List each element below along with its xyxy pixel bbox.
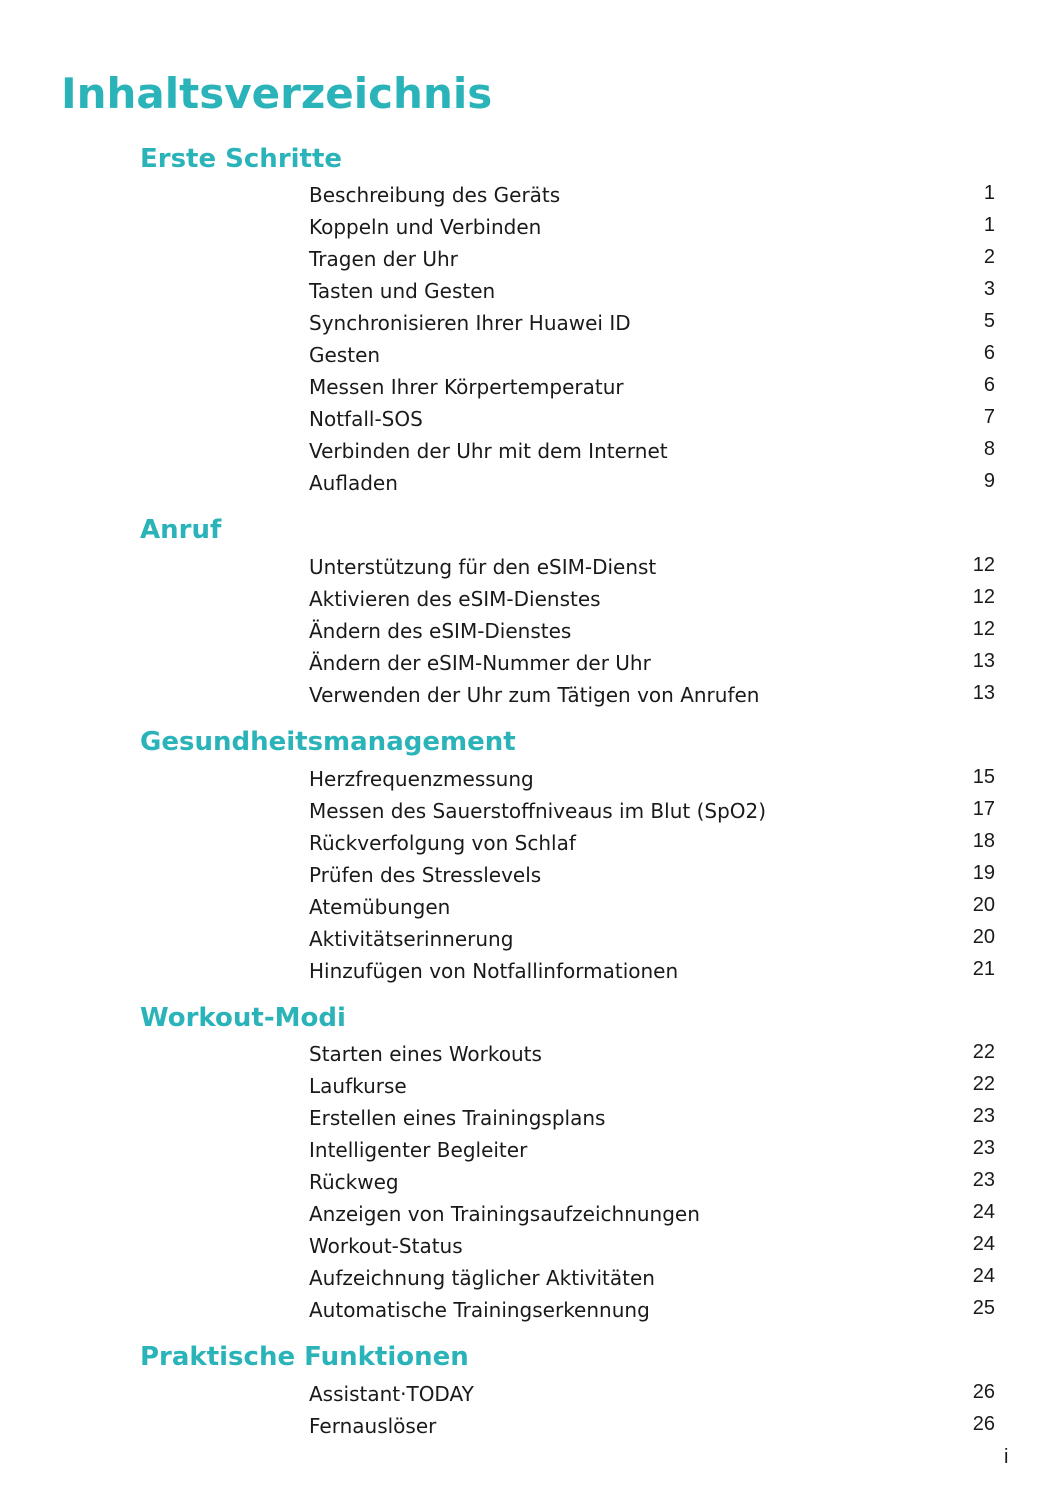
section-title-anruf[interactable]: Anruf [140, 515, 222, 545]
toc-entry[interactable] [309, 827, 995, 859]
toc-entry-page: 13 [972, 682, 995, 704]
toc-entry-page: 17 [972, 798, 995, 820]
toc-entry[interactable] [309, 551, 995, 583]
toc-entry-title: Synchronisieren Ihrer Huawei ID [309, 311, 631, 335]
toc-entry-page: 8 [983, 438, 995, 460]
toc-entry-title: Koppeln und Verbinden [309, 215, 542, 239]
page-number: i [1004, 1446, 1009, 1468]
toc-entry-title: Aufzeichnung täglicher Aktivitäten [309, 1266, 655, 1290]
toc-entry-page: 26 [972, 1381, 995, 1403]
toc-entry-title: Atemübungen [309, 895, 451, 919]
toc-entry-page: 9 [983, 470, 995, 492]
toc-entry[interactable] [309, 1166, 995, 1198]
toc-entry-title: Rückverfolgung von Schlaf [309, 831, 576, 855]
toc-entry[interactable] [309, 1378, 995, 1410]
toc-entry-title: Laufkurse [309, 1074, 407, 1098]
toc-entry-page: 1 [983, 182, 995, 204]
toc-entry[interactable] [309, 1294, 995, 1326]
toc-entry-page: 24 [972, 1265, 995, 1287]
toc-entry-title: Tasten und Gesten [309, 279, 496, 303]
toc-entry-title: Automatische Trainingserkennung [309, 1298, 650, 1322]
toc-entry-title: Prüfen des Stresslevels [309, 863, 542, 887]
section-title-gesundheitsmanagement[interactable]: Gesundheitsmanagement [140, 727, 516, 757]
toc-entry-page: 6 [983, 374, 995, 396]
toc-entry-title: Aktivitätserinnerung [309, 927, 514, 951]
toc-entry[interactable] [309, 615, 995, 647]
toc-entry[interactable] [309, 1198, 995, 1230]
toc-entry[interactable] [309, 859, 995, 891]
toc-entry-title: Anzeigen von Trainingsaufzeichnungen [309, 1202, 700, 1226]
toc-entry[interactable] [309, 211, 995, 243]
toc-entry-title: Workout-Status [309, 1234, 463, 1258]
toc-entry-page: 25 [972, 1297, 995, 1319]
toc-entry[interactable] [309, 1230, 995, 1262]
toc-entry-page: 12 [972, 586, 995, 608]
toc-entry[interactable] [309, 179, 995, 211]
toc-entry-title: Erstellen eines Trainingsplans [309, 1106, 606, 1130]
toc-entry-title: Notfall-SOS [309, 407, 423, 431]
toc-entry-page: 23 [972, 1137, 995, 1159]
toc-entry-page: 23 [972, 1169, 995, 1191]
toc-entry-page: 2 [983, 246, 995, 268]
toc-entry-page: 24 [972, 1233, 995, 1255]
toc-entry[interactable] [309, 795, 995, 827]
toc-entry-title: Unterstützung für den eSIM-Dienst [309, 555, 657, 579]
toc-entry-title: Aufladen [309, 471, 398, 495]
toc-entry-title: Verbinden der Uhr mit dem Internet [309, 439, 668, 463]
toc-entry-page: 6 [983, 342, 995, 364]
toc-entry[interactable] [309, 275, 995, 307]
toc-entry[interactable] [309, 1262, 995, 1294]
toc-entry-page: 15 [972, 766, 995, 788]
toc-entry[interactable] [309, 923, 995, 955]
toc-entry[interactable] [309, 307, 995, 339]
toc-entry-page: 5 [983, 310, 995, 332]
toc-entry-title: Hinzufügen von Notfallinformationen [309, 959, 679, 983]
toc-entry-title: Rückweg [309, 1170, 399, 1194]
section-title-workout-modi[interactable]: Workout-Modi [140, 1003, 346, 1033]
toc-entry[interactable] [309, 339, 995, 371]
toc-entry-page: 13 [972, 650, 995, 672]
toc-entry-page: 26 [972, 1413, 995, 1435]
toc-entry-page: 18 [972, 830, 995, 852]
toc-entry-page: 20 [972, 926, 995, 948]
toc-entry-title: Aktivieren des eSIM-Dienstes [309, 587, 601, 611]
section-title-erste-schritte[interactable]: Erste Schritte [140, 144, 343, 174]
toc-entry[interactable] [309, 1070, 995, 1102]
toc-entry-title: Herzfrequenzmessung [309, 767, 534, 791]
toc-entry[interactable] [309, 891, 995, 923]
toc-entry-title: Assistant·TODAY [309, 1382, 474, 1406]
toc-entry-page: 19 [972, 862, 995, 884]
toc-entry-page: 3 [983, 278, 995, 300]
toc-entry-title: Messen Ihrer Körpertemperatur [309, 375, 624, 399]
toc-entry[interactable] [309, 371, 995, 403]
toc-entry[interactable] [309, 1134, 995, 1166]
toc-entry-page: 21 [972, 958, 995, 980]
toc-entry[interactable] [309, 243, 995, 275]
toc-entry-title: Fernauslöser [309, 1414, 437, 1438]
toc-entry[interactable] [309, 679, 995, 711]
toc-entry-title: Ändern des eSIM-Dienstes [309, 619, 572, 643]
toc-entry-page: 22 [972, 1073, 995, 1095]
toc-entry-page: 12 [972, 554, 995, 576]
toc-entry-title: Verwenden der Uhr zum Tätigen von Anrufen [309, 683, 760, 707]
toc-entry[interactable] [309, 467, 995, 499]
toc-entry-page: 7 [983, 406, 995, 428]
toc-entry-title: Intelligenter Begleiter [309, 1138, 528, 1162]
toc-entry[interactable] [309, 435, 995, 467]
toc-entry-page: 24 [972, 1201, 995, 1223]
toc-entry-page: 12 [972, 618, 995, 640]
toc-entry[interactable] [309, 403, 995, 435]
toc-entry-title: Starten eines Workouts [309, 1042, 542, 1066]
toc-entry-page: 1 [983, 214, 995, 236]
toc-entry[interactable] [309, 647, 995, 679]
toc-entry[interactable] [309, 583, 995, 615]
document-title: Inhaltsverzeichnis [61, 69, 493, 118]
toc-entry[interactable] [309, 955, 995, 987]
toc-entry[interactable] [309, 1038, 995, 1070]
section-title-praktische-funktionen[interactable]: Praktische Funktionen [140, 1342, 469, 1372]
toc-entry[interactable] [309, 1102, 995, 1134]
toc-entry-title: Gesten [309, 343, 381, 367]
toc-entry-title: Messen des Sauerstoffniveaus im Blut (SpO2) [309, 799, 767, 823]
toc-entry-page: 20 [972, 894, 995, 916]
toc-entry-page: 22 [972, 1041, 995, 1063]
toc-entry-title: Ändern der eSIM-Nummer der Uhr [309, 651, 651, 675]
toc-entry-page: 23 [972, 1105, 995, 1127]
toc-entry[interactable] [309, 1410, 995, 1442]
toc-entry-title: Tragen der Uhr [309, 247, 458, 271]
toc-entry-title: Beschreibung des Geräts [309, 183, 561, 207]
toc-entry[interactable] [309, 763, 995, 795]
